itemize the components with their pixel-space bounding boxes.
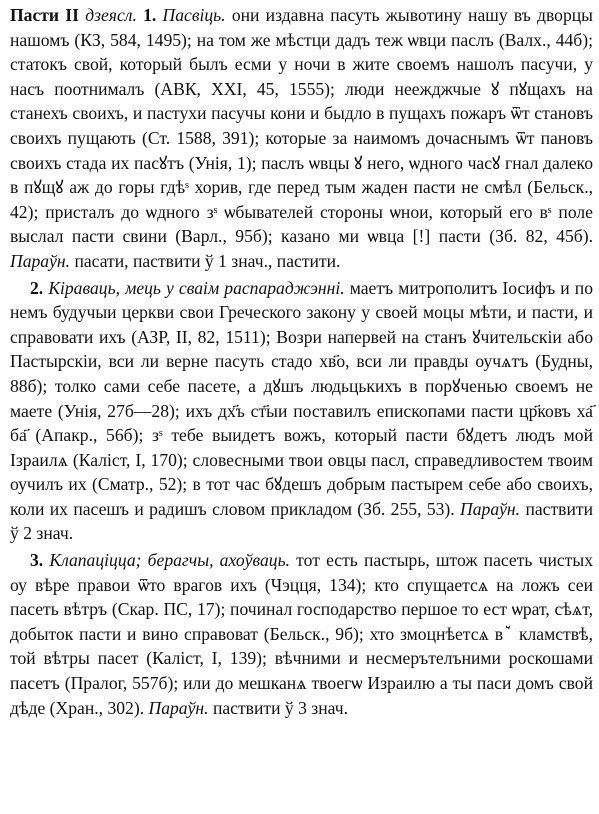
- sense-citations: тот есть пастырь, штож пасеть чистых оу вѣре правои ѿто врагов ихъ (Чэцця, 134); кто спущаетсѧ на ложъ сеи пасеть вѣтръ (Скар. ПС, 17); починал господарство першое то ест ѡрат, сѣѧт, добыток пасти и вино справоват (Бельск., 9б); хто змоцнѣетсѧ вꙿ кламствѣ, той вѣтры пасет (Каліст, I, 139); вѣчними и несмерътелъними роскошами пасетъ (Пралог, 557б); или до мешканѧ твоегѡ Израилю а ты паси домъ свой дѣде (Хран., 302).: [10, 550, 593, 718]
- sense-citations-cont: дадъ теж: [330, 29, 403, 50]
- paradigm-label: Параўн.: [148, 697, 209, 718]
- paradigm-label: Параўн.: [10, 250, 71, 271]
- sense-number: 1.: [143, 5, 157, 25]
- grammar-label: дзеясл.: [85, 5, 137, 25]
- sense-number: 2.: [30, 277, 44, 298]
- sense-gloss: Клапаціцца; берагчы, ахоўваць.: [49, 550, 290, 571]
- sense-citations-cont: м же м: [234, 29, 287, 50]
- sense-gloss: Кіраваць, мець у сваім распараджэнні.: [48, 277, 345, 298]
- paradigm-text: пасати, паствити ў 1 знач., пастити.: [74, 250, 341, 271]
- paradigm-text: паствити ў 3 знач.: [212, 697, 349, 718]
- sense-citations: они издавна пасуть жывотину нашу въ дворцы нашомъ (КЗ, 584, 1495); на то: [10, 5, 594, 50]
- paradigm-text: паствити ў 2 знач.: [10, 498, 593, 544]
- sense-citations-cont: ѡвци паслъ (Валх., 44б); статокъ свой, который былъ есми у ночи в жите своемъ нашолъ пасучи, у насъ поотнималъ (АВК, XXI, 45, 1555); люди неежджчые ꙋ пꙋщахъ на станехъ своихъ, и пастухи пасучы кони и быдло в пущахъ пожаръ ѿт становъ своихъ пущають (Ст. 1588, 391); которые за наимомъ дочаснымъ ѿт пановъ своихъ стада их пасꙋтъ (Унія, 1); паслъ ѡвцы ꙋ него, ѡдного часꙋ гнал далеко в пꙋщꙋ аж до горы гдѣˢ хорив, где перед тым жаден пасти не смѣл (Бельск., 42); присталъ до ѡдного зˢ ѡбывателей стороны ѡнои, который его вˢ поле выслал пасти свини (Варл., 95б); казано ми ѡвца [!] пасти (Зб. 82, 45б).: [10, 29, 593, 247]
- sense-gloss: Пасвіць.: [162, 5, 226, 25]
- paradigm-label: Параўн.: [460, 498, 521, 519]
- headword: Пасти ІІ: [10, 5, 79, 25]
- entry-sense-1: [10, 3, 593, 274]
- sense-number: 3.: [30, 550, 44, 571]
- entry-sense-3: [10, 548, 593, 720]
- sense-citations-cont: ѣстци: [286, 29, 331, 50]
- sense-citations: маетъ митрополитъ Іосифъ и по немъ будучыи церкви свои Греческого закону у своей моцы мѣти, и пасти, и справовати ихъ (АЗР, II, 82, 1511); Возри напервей на станъ ꙋчительскіи або Пастырскіи, вси ли верне пасуть стадо хв҃о, вси ли правды оучѧтъ (Будны, 88б); толко сами себе пасете, а дꙋшъ людьцькихъ в порꙋченью своемъ не маете (Унія, 27б—28); ихъ дх҃ъ ст҃ыи поставилъ епископами пасти цр҃ковъ ха҃ ба҃ (Апакр., 56б); зˢ тебе выидетъ вожъ, который пасти бꙋдетъ людъ мой Ізраилѧ (Каліст, I, 170); словесными твои овцы пасл, справедливостем твоим оучилъ их (Сматр., 52); в тот час бꙋдешъ добрым пастырем себе або своихъ, коли их пасешъ и радишъ словом прикладом (Зб. 255, 53).: [10, 277, 593, 519]
- entry-sense-2: [10, 276, 593, 547]
